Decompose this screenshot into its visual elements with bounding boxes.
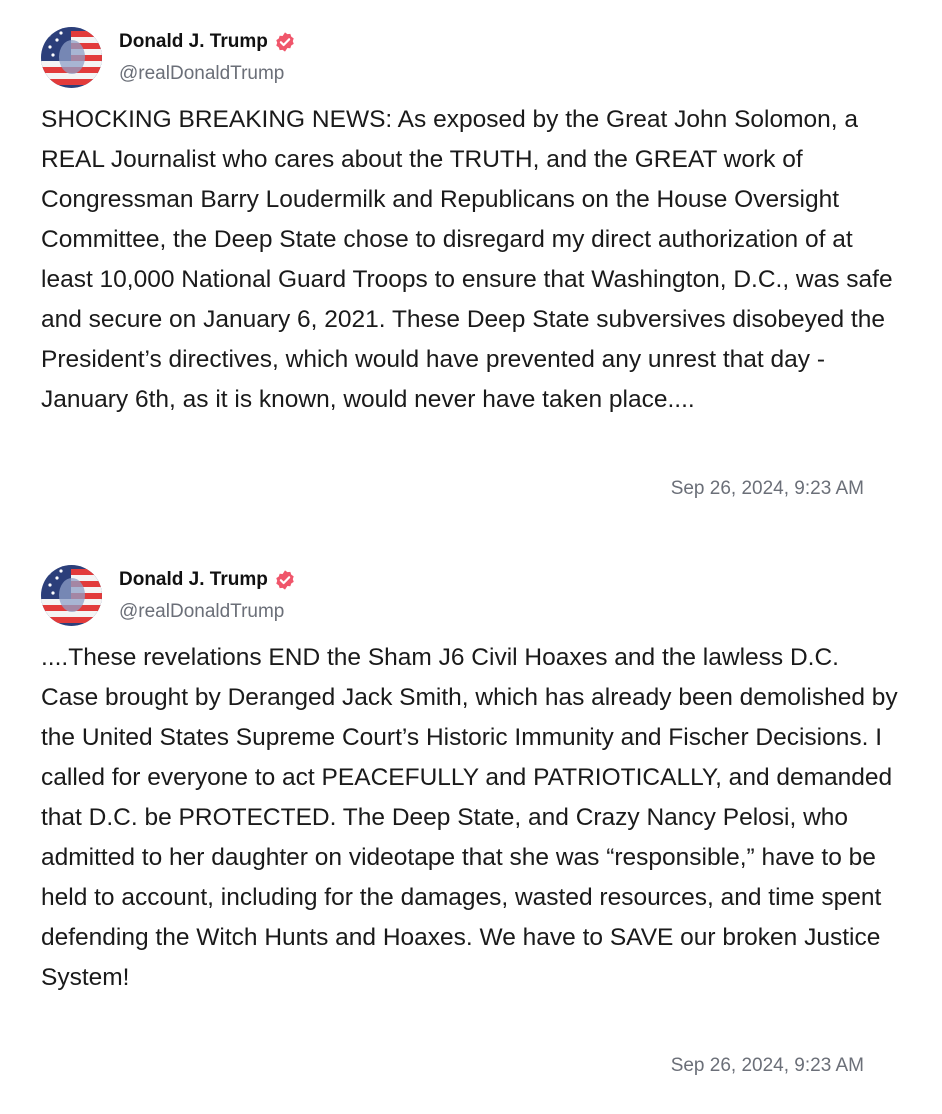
author-name[interactable]: [119, 31, 296, 53]
avatar-image: [41, 27, 102, 88]
post-timestamp[interactable]: Sep 26, 2024, 9:23 AM: [670, 478, 864, 499]
author-name[interactable]: [119, 569, 296, 591]
avatar[interactable]: [41, 565, 102, 626]
author-name-text[interactable]: Donald J. Trump: [119, 31, 268, 52]
verified-badge-icon: [274, 569, 296, 591]
avatar[interactable]: [41, 27, 102, 88]
author-handle[interactable]: @realDonaldTrump: [119, 63, 285, 84]
post-text: ....These revelations END the Sham J6 Civil Hoaxes and the lawless D.C. Case brought by Deranged Jack Smith, which has already been demolished by the United States Supreme Court’s Historic Immunity and Fischer Decisions. I called for everyone to act PEACEFULLY and PATRIOTICALLY, and demanded that D.C. be PROTECTED. The Deep State, and Crazy Nancy Pelosi, who admitted to her daughter on videotape that she was “responsible,” have to be held to account, including for the damages, wasted resources, and time spent defending the Witch Hunts and Hoaxes. We have to SAVE our broken Justice System!: [41, 644, 898, 991]
verified-badge-icon: [274, 31, 296, 53]
post-text: SHOCKING BREAKING NEWS: As exposed by the Great John Solomon, a REAL Journalist who cares about the TRUTH, and the GREAT work of Congressman Barry Loudermilk and Republicans on the House Oversight Committee, the Deep State chose to disregard my direct authorization of at least 10,000 National Guard Troops to ensure that Washington, D.C., was safe and secure on January 6, 2021. These Deep State subversives disobeyed the President’s directives, which would have prevented any unrest that day - January 6th, as it is known, would never have taken place....: [41, 106, 893, 413]
author-name-text[interactable]: Donald J. Trump: [119, 569, 268, 590]
author-handle[interactable]: @realDonaldTrump: [119, 601, 285, 622]
post-timestamp[interactable]: Sep 26, 2024, 9:23 AM: [670, 1055, 864, 1076]
avatar-image: [41, 565, 102, 626]
